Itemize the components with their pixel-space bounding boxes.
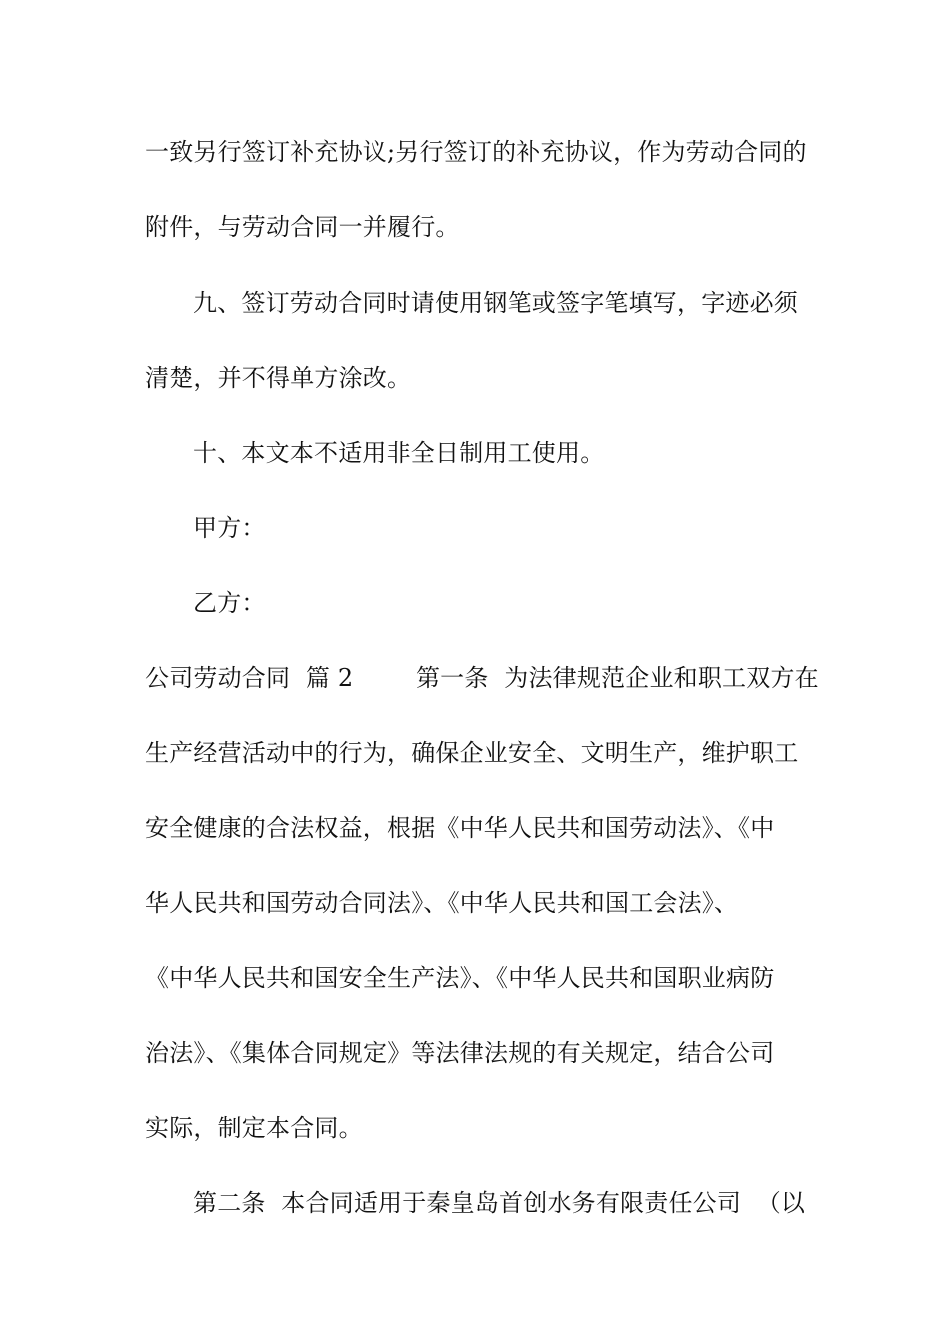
section-heading-line: 公司劳动合同 篇 2 第一条 为法律规范企业和职工双方在 <box>145 664 819 692</box>
text-line: 第二条 本合同适用于秦皇岛首创水务有限责任公司 （以 <box>193 1189 806 1217</box>
text-line: 九、签订劳动合同时请使用钢笔或签字笔填写，字迹必须 <box>193 289 798 317</box>
text-line: 实际，制定本合同。 <box>145 1114 363 1142</box>
text-line: 十、本文本不适用非全日制用工使用。 <box>193 439 605 467</box>
text-line: 附件，与劳动合同一并履行。 <box>145 213 460 241</box>
text-line: 生产经营活动中的行为，确保企业安全、文明生产，维护职工 <box>145 739 799 767</box>
text-line: 治法》、《集体合同规定》等法律法规的有关规定，结合公司 <box>145 1039 775 1067</box>
text-line: 一致另行签订补充协议;另行签订的补充协议，作为劳动合同的 <box>145 138 807 166</box>
party-b-label: 乙方： <box>193 589 266 617</box>
text-line: 安全健康的合法权益，根据《中华人民共和国劳动法》、《中 <box>145 814 775 842</box>
party-a-label: 甲方： <box>193 514 266 542</box>
text-line: 清楚，并不得单方涂改。 <box>145 364 412 392</box>
text-line: 华人民共和国劳动合同法》、《中华人民共和国工会法》、 <box>145 889 739 917</box>
text-line: 《中华人民共和国安全生产法》、《中华人民共和国职业病防 <box>145 964 775 992</box>
